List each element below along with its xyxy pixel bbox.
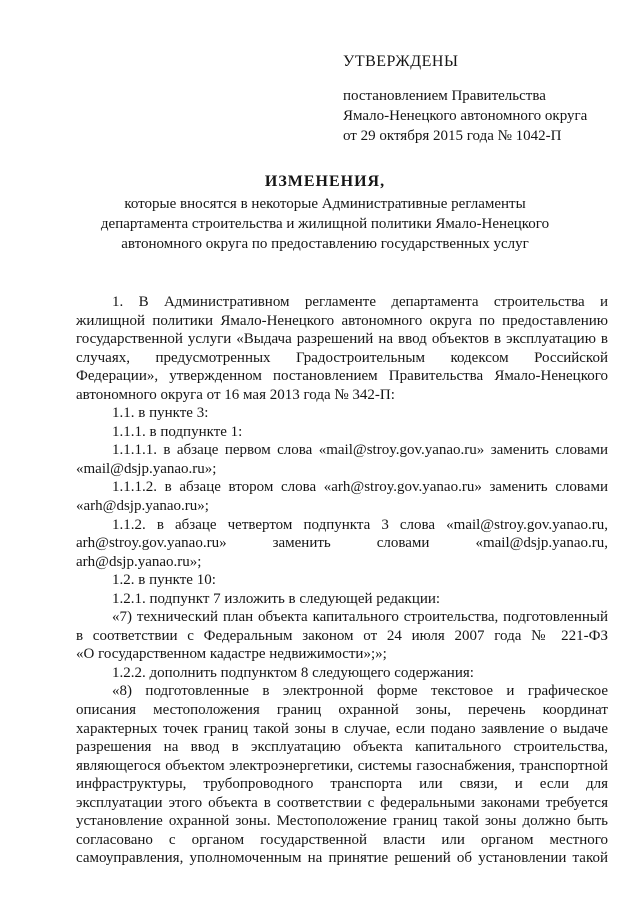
approval-line: постановлением Правительства [343, 88, 546, 104]
heading-title: ИЗМЕНЕНИЯ, [264, 173, 386, 190]
body-line: «О государственном кадастре недвижимости»;»; [76, 646, 387, 663]
body-line: 1. В Административном регламенте департамента строительства и [112, 294, 608, 310]
body-line: описания местоположения границ охранной зоны, перечень координат [76, 702, 608, 719]
body-line: установление охранной зоны. Местоположение границ такой зоны должно быть [76, 813, 608, 830]
body-line: 1.2.2. дополнить подпунктом 8 следующего содержания: [112, 664, 474, 681]
approval-line: Ямало-Ненецкого автономного округа [343, 108, 588, 124]
approval-title: УТВЕРЖДЕНЫ [343, 53, 459, 70]
document-heading [100, 172, 550, 254]
body-line: согласовано с органом государственной власти или органом местного [76, 831, 608, 848]
body-line: эксплуатации этого объекта в соответствии с федеральными законами требуется [76, 794, 608, 811]
heading-subtitle-line: департамента строительства и жилищной политики Ямало-Ненецкого [100, 216, 550, 232]
body-line: жилищной политики Ямало-Ненецкого автономного округа по предоставлению [76, 312, 608, 329]
body-line: 1.1. в пункте 3: [112, 405, 209, 422]
body-line: самоуправления, уполномоченным на принятие решений об установлении такой [76, 850, 608, 867]
document-body [76, 293, 608, 868]
body-line: «8) подготовленные в электронной форме текстовое и графическое [112, 683, 608, 700]
body-line: 1.1.1. в подпункте 1: [112, 423, 243, 440]
body-line: разрешения на ввод в эксплуатацию объекта капитального строительства, [76, 739, 608, 756]
heading-subtitle-line: которые вносятся в некоторые Административные регламенты [124, 196, 526, 212]
body-line: являющегося объектом электроэнергетики, системы газоснабжения, транспортной [76, 757, 608, 774]
body-line: 1.2.1. подпункт 7 изложить в следующей редакции: [112, 590, 441, 607]
body-line: в соответствии с Федеральным законом от 24 июля 2007 года № 221-ФЗ [76, 627, 608, 644]
body-line: 1.2. в пункте 10: [112, 572, 216, 589]
body-line: arh@stroy.gov.yanao.ru» заменить словами «mail@dsjp.yanao.ru, [76, 535, 608, 552]
body-line: государственной услуги «Выдача разрешений на ввод объектов в эксплуатацию в [76, 331, 608, 348]
body-line: arh@dsjp.yanao.ru»; [76, 553, 202, 570]
approval-block [343, 52, 623, 146]
body-line: 1.1.1.2. в абзаце втором слова «arh@stroy.gov.yanao.ru» заменить словами [112, 479, 608, 496]
body-line: «7) технический план объекта капитального строительства, подготовленный [112, 609, 608, 626]
body-line: 1.1.1.1. в абзаце первом слова «mail@stroy.gov.yanao.ru» заменить словами [112, 442, 608, 459]
body-line: «arh@dsjp.yanao.ru»; [76, 498, 209, 515]
body-line: случаях, предусмотренных Градостроительным кодексом Российской [76, 349, 608, 366]
heading-subtitle-line: автономного округа по предоставлению государственных услуг [121, 236, 529, 252]
approval-line: от 29 октября 2015 года № 1042-П [343, 128, 562, 144]
body-line: Федерации», утвержденном постановлением Правительства Ямало-Ненецкого [76, 368, 608, 385]
body-line: 1.1.2. в абзаце четвертом подпункта 3 слова «mail@stroy.gov.yanao.ru, [112, 516, 608, 533]
body-line: «mail@dsjp.yanao.ru»; [76, 460, 217, 477]
body-line: инфраструктуры, трубопроводного транспорта или связи, и если для [76, 776, 608, 793]
body-line: автономного округа от 16 мая 2013 года № 342-П: [76, 386, 395, 403]
body-line: характерных точек границ такой зоны в случае, если подано заявление о выдаче [76, 720, 608, 737]
